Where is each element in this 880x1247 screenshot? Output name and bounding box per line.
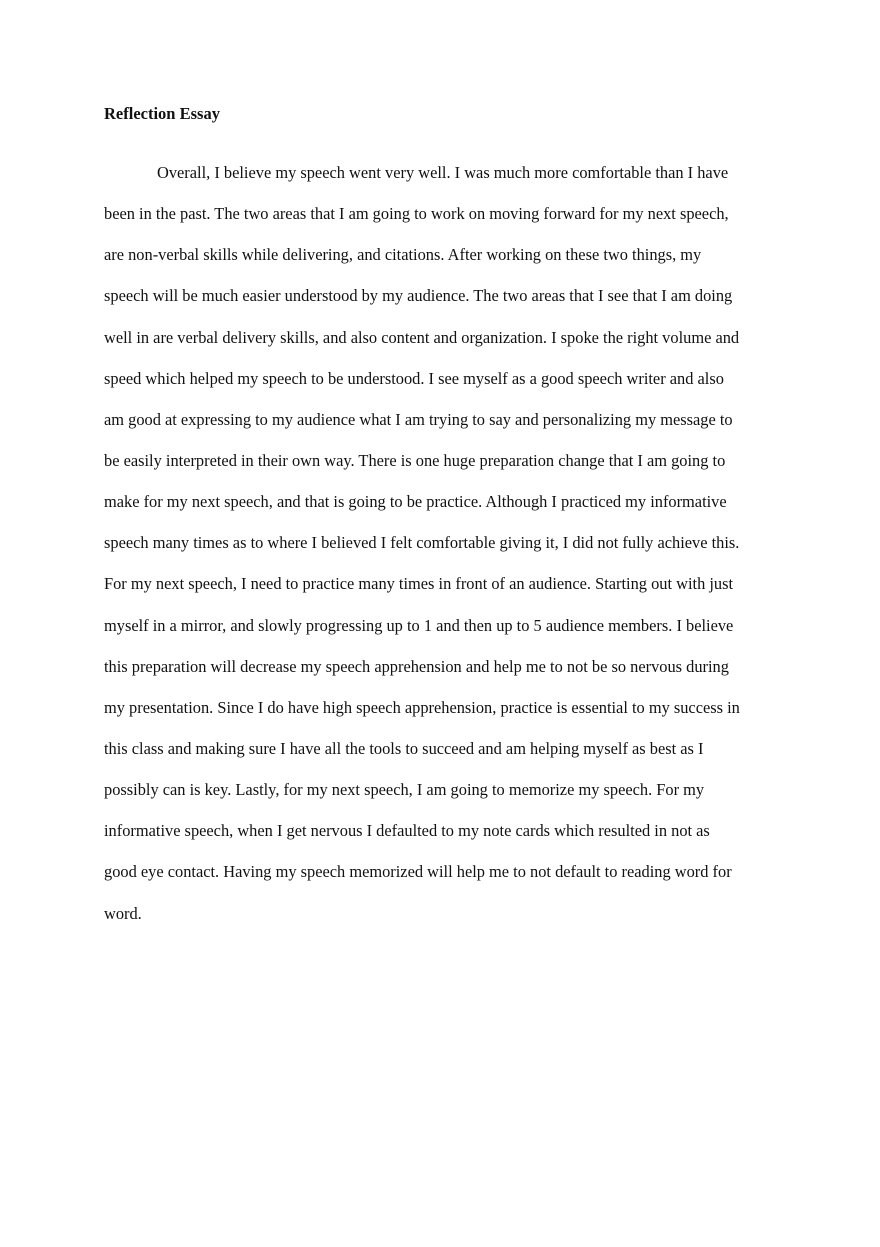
- essay-line: informative speech, when I get nervous I defaulted to my note cards which resulted in not as: [104, 821, 710, 841]
- essay-line: word.: [104, 903, 142, 923]
- essay-paragraph: [104, 163, 804, 945]
- essay-line: am good at expressing to my audience what I am trying to say and personalizing my message to: [104, 409, 733, 429]
- essay-line: this class and making sure I have all the tools to succeed and am helping myself as best as I: [104, 738, 704, 758]
- essay-line: this preparation will decrease my speech apprehension and help me to not be so nervous during: [104, 656, 729, 676]
- essay-line: good eye contact. Having my speech memorized will help me to not default to reading word for: [104, 862, 732, 882]
- essay-line: been in the past. The two areas that I am going to work on moving forward for my next speech,: [104, 204, 729, 224]
- essay-line: my presentation. Since I do have high speech apprehension, practice is essential to my success in: [104, 697, 740, 717]
- essay-line: For my next speech, I need to practice many times in front of an audience. Starting out with just: [104, 574, 734, 594]
- essay-line: speech many times as to where I believed I felt comfortable giving it, I did not fully achieve this.: [104, 533, 740, 553]
- essay-line: Overall, I believe my speech went very well. I was much more comfortable than I have: [157, 163, 729, 182]
- essay-line: be easily interpreted in their own way. There is one huge preparation change that I am going to: [104, 450, 726, 470]
- document-title: Reflection Essay: [104, 104, 220, 123]
- essay-line: myself in a mirror, and slowly progressing up to 1 and then up to 5 audience members. I believe: [104, 615, 734, 635]
- essay-line: well in are verbal delivery skills, and also content and organization. I spoke the right volume and: [104, 327, 740, 347]
- essay-line: possibly can is key. Lastly, for my next speech, I am going to memorize my speech. For my: [104, 780, 705, 800]
- essay-line: make for my next speech, and that is going to be practice. Although I practiced my informative: [104, 492, 727, 512]
- essay-line: speech will be much easier understood by my audience. The two areas that I see that I am doing: [104, 286, 733, 306]
- essay-line: speed which helped my speech to be understood. I see myself as a good speech writer and also: [104, 368, 724, 388]
- essay-line: are non-verbal skills while delivering, and citations. After working on these two things, my: [104, 245, 702, 265]
